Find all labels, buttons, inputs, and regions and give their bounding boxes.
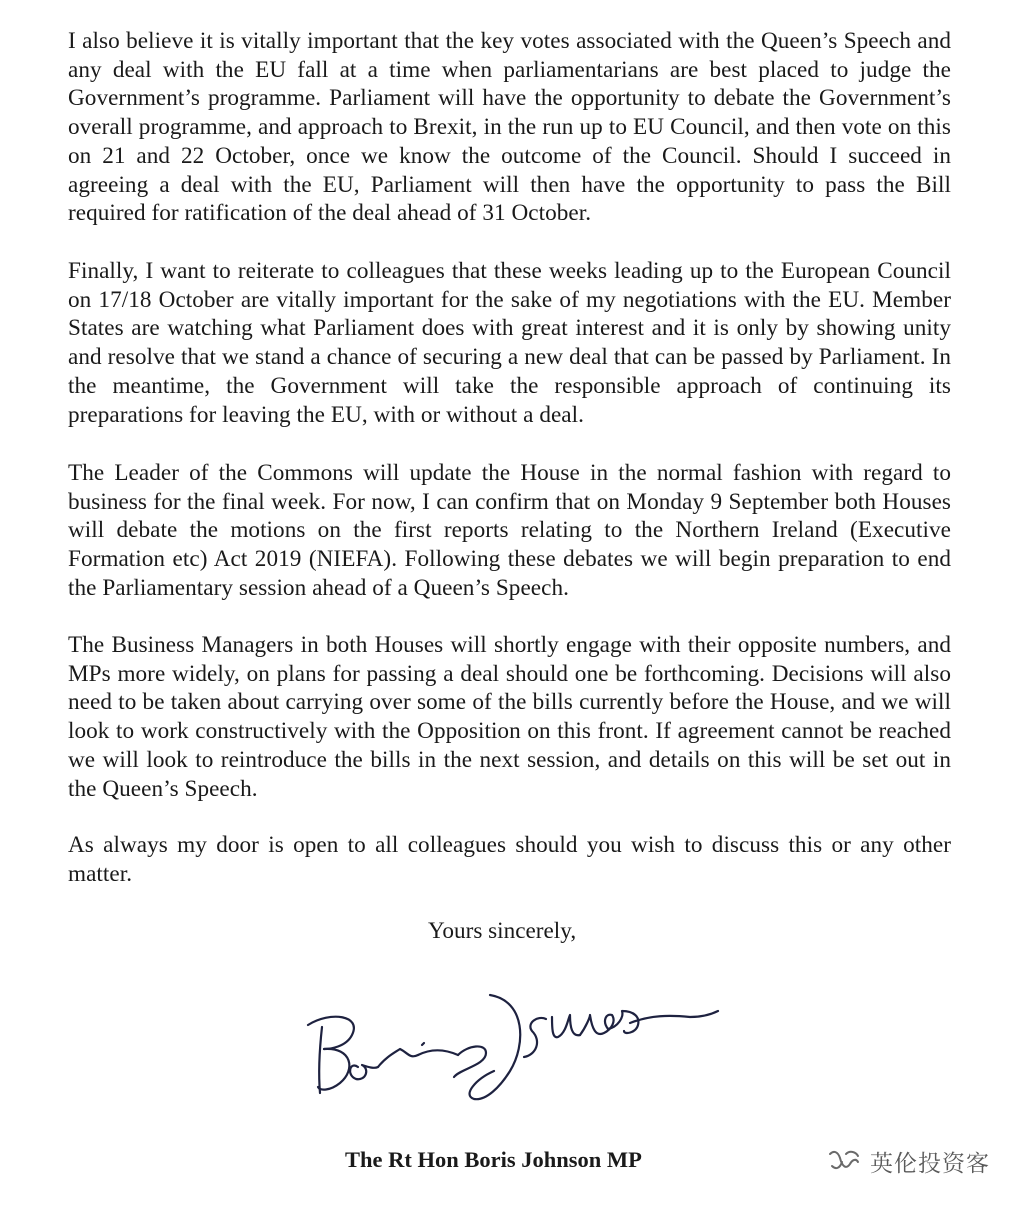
watermark-text: 英伦投资客 <box>870 1150 990 1177</box>
signer-name: The Rt Hon Boris Johnson MP <box>345 1147 642 1172</box>
closing-salutation: Yours sincerely, <box>428 918 577 944</box>
paragraph-business-managers: The Business Managers in both Houses will shortly engage with their opposite numbers, and MPs more widely, on plans for passing a deal should one be forthcoming. Decisions will also need to be taken about carrying over some of the bills currently before the House, and we will look to work constructively with the Opposition on this front. If agreement cannot be reached we will look to reintroduce the bills in the next session, and details on this will be set out in the Queen’s Speech. <box>68 632 951 802</box>
handwritten-signature <box>290 975 730 1110</box>
wechat-channel-icon <box>826 1146 862 1176</box>
paragraph-queens-speech-votes: I also believe it is vitally important that the key votes associated with the Queen’s Speech and any deal with the EU fall at a time when parliamentarians are best placed to judge the Government’s programme. Parliament will have the opportunity to debate the Government’s overall programme, and approach to Brexit, in the run up to EU Council, and then vote on this on 21 and 22 October, once we know the outcome of the Council. Should I succeed in agreeing a deal with the EU, Parliament will then have the opportunity to pass the Bill required for ratification of the deal ahead of 31 October. <box>68 28 951 227</box>
paragraph-open-door: As always my door is open to all colleagues should you wish to discuss this or any other matter. <box>68 832 951 887</box>
paragraph-leader-of-commons: The Leader of the Commons will update the House in the normal fashion with regard to business for the final week. For now, I can confirm that on Monday 9 September both Houses will debate the motions on the first reports relating to the Northern Ireland (Executive Formation etc) Act 2019 (NIEFA). Following these debates we will begin preparation to end the Parliamentary session ahead of a Queen’s Speech. <box>68 460 951 601</box>
paragraph-european-council: Finally, I want to reiterate to colleagues that these weeks leading up to the European Council on 17/18 October are vitally important for the sake of my negotiations with the EU. Member States are watching what Parliament does with great interest and it is only by showing unity and resolve that we stand a chance of securing a new deal that can be passed by Parliament. In the meantime, the Government will take the responsible approach of continuing its preparations for leaving the EU, with or without a deal. <box>68 258 951 428</box>
watermark <box>826 1143 990 1179</box>
